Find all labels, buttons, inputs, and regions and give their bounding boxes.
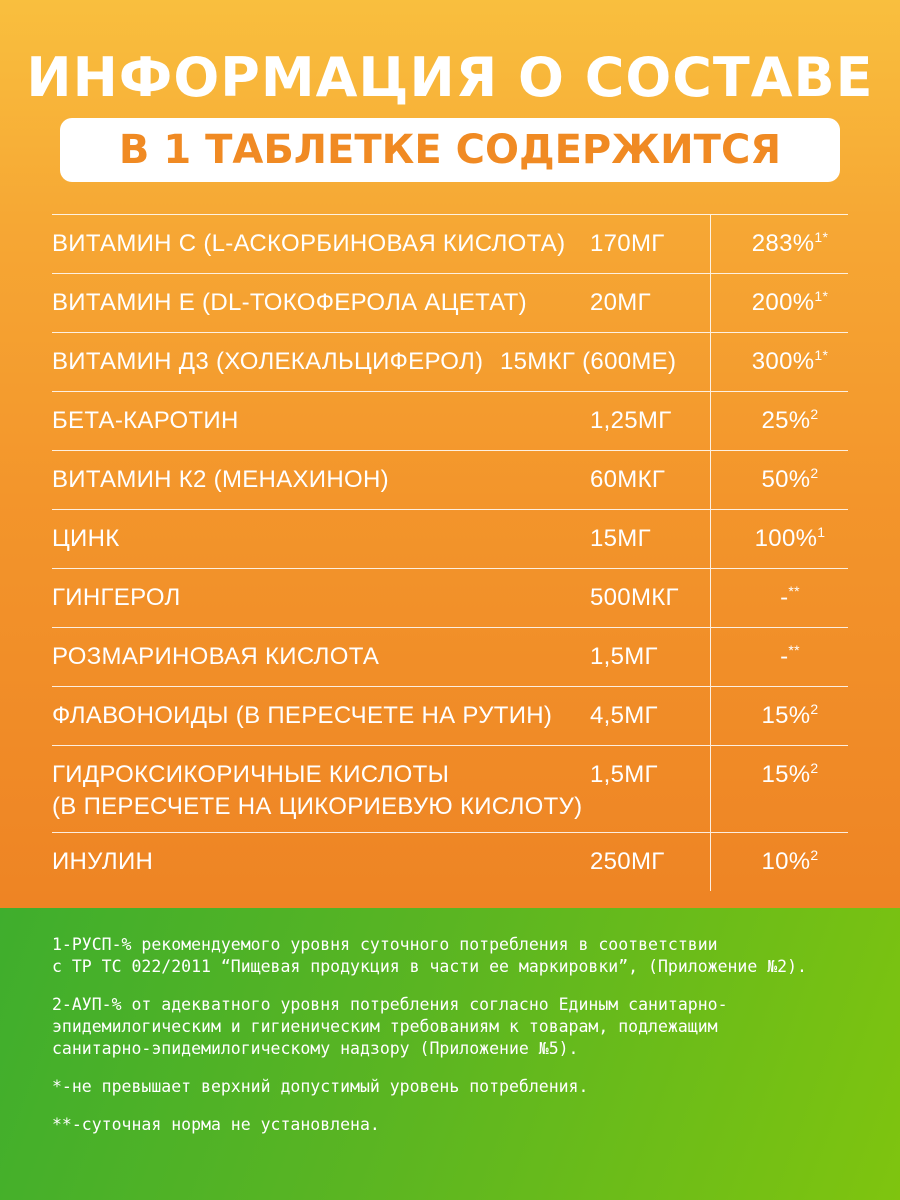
ingredient-name-line-1: ГИДРОКСИКОРИЧНЫЕ КИСЛОТЫ	[52, 761, 450, 788]
percent-value: -	[780, 584, 789, 611]
column-divider	[710, 833, 711, 891]
ingredient-percent	[732, 287, 848, 319]
ingredient-name: БЕТА-КАРОТИН	[52, 407, 239, 434]
footnote-mark: 1*	[814, 229, 829, 245]
footnote-2: 2-АУП-% от адекватного уровня потребления согласно Единым санитарно- эпидемилогическим и гигиеническим требованиям к товарам, подлежащим санитарно-эпидемилогическому надзору (Приложение №5).	[52, 995, 728, 1058]
ingredient-amount: 1,25МГ	[590, 407, 672, 434]
column-divider	[710, 274, 711, 332]
ingredient-name	[52, 759, 582, 823]
footnote-double-star: **-суточная норма не установлена.	[52, 1115, 380, 1134]
ingredient-name-line-2: (В ПЕРЕСЧЕТЕ НА ЦИКОРИЕВУЮ КИСЛОТУ)	[52, 793, 583, 820]
subtitle-text: В 1 ТАБЛЕТКЕ СОДЕРЖИТСЯ	[118, 127, 782, 173]
ingredient-name: РОЗМАРИНОВАЯ КИСЛОТА	[52, 643, 380, 670]
ingredient-percent	[732, 582, 848, 614]
footnotes	[52, 934, 852, 1152]
table-row	[52, 569, 848, 628]
percent-value: 50%	[761, 466, 811, 493]
percent-value: 300%	[751, 348, 815, 375]
ingredient-amount: 15МКГ (600МЕ)	[500, 348, 677, 375]
table-row	[52, 510, 848, 569]
column-divider	[710, 746, 711, 832]
footnote-mark: 1*	[814, 347, 829, 363]
ingredient-percent	[732, 641, 848, 673]
table-row	[52, 274, 848, 333]
ingredient-percent	[732, 700, 848, 732]
ingredient-name: ВИТАМИН Е (DL-ТОКОФЕРОЛА АЦЕТАТ)	[52, 289, 527, 316]
percent-value: 15%	[761, 702, 811, 729]
ingredient-percent	[732, 405, 848, 437]
column-divider	[710, 510, 711, 568]
table-row	[52, 628, 848, 687]
ingredient-amount: 15МГ	[590, 525, 651, 552]
column-divider	[710, 569, 711, 627]
ingredient-name: ГИНГЕРОЛ	[52, 584, 181, 611]
composition-table	[52, 214, 848, 891]
page-title: ИНФОРМАЦИЯ О СОСТАВЕ	[26, 46, 874, 109]
column-divider	[710, 215, 711, 273]
table-row	[52, 746, 848, 833]
footnote-mark: 2	[810, 406, 819, 422]
percent-value: 283%	[751, 230, 815, 257]
ingredient-name: ВИТАМИН К2 (МЕНАХИНОН)	[52, 466, 389, 493]
ingredient-percent	[732, 846, 848, 878]
percent-value: -	[780, 643, 789, 670]
footnote-mark: 2	[810, 465, 819, 481]
ingredient-amount: 250МГ	[590, 848, 665, 875]
column-divider	[710, 451, 711, 509]
table-row	[52, 333, 848, 392]
column-divider	[710, 628, 711, 686]
ingredient-amount: 1,5МГ	[590, 761, 658, 788]
footnote-mark: **	[788, 583, 800, 599]
ingredient-percent	[732, 523, 848, 555]
ingredient-name: ЦИНК	[52, 525, 120, 552]
table-row	[52, 392, 848, 451]
percent-value: 200%	[751, 289, 815, 316]
ingredient-amount: 4,5МГ	[590, 702, 658, 729]
footnote-mark: 1	[817, 524, 826, 540]
subtitle-banner	[60, 118, 840, 182]
ingredient-name: ФЛАВОНОИДЫ (В ПЕРЕСЧЕТЕ НА РУТИН)	[52, 702, 553, 729]
ingredient-amount: 500МКГ	[590, 584, 679, 611]
ingredient-name: ВИТАМИН С (L-АСКОРБИНОВАЯ КИСЛОТА)	[52, 230, 566, 257]
percent-value: 15%	[761, 761, 811, 788]
footnote-mark: 2	[810, 760, 819, 776]
ingredient-percent	[732, 759, 848, 791]
footnote-mark: **	[788, 642, 800, 658]
footnote-mark: 2	[810, 701, 819, 717]
footnote-star: *-не превышает верхний допустимый уровень потребления.	[52, 1077, 589, 1096]
ingredient-percent	[732, 346, 848, 378]
ingredient-name: ВИТАМИН Д3 (ХОЛЕКАЛЬЦИФЕРОЛ)	[52, 348, 484, 375]
footnote-mark: 2	[810, 847, 819, 863]
column-divider	[710, 392, 711, 450]
column-divider	[710, 687, 711, 745]
table-row	[52, 833, 848, 891]
ingredient-amount: 20МГ	[590, 289, 651, 316]
ingredient-percent	[732, 228, 848, 260]
table-row	[52, 451, 848, 510]
ingredient-amount: 1,5МГ	[590, 643, 658, 670]
percent-value: 25%	[761, 407, 811, 434]
ingredient-amount: 60МКГ	[590, 466, 666, 493]
ingredient-percent	[732, 464, 848, 496]
table-row	[52, 214, 848, 274]
table-row	[52, 687, 848, 746]
footnote-1: 1-РУСП-% рекомендуемого уровня суточного потребления в соответствии с ТР ТС 022/2011 “Пищевая продукция в части ее маркировки”, (Приложение №2).	[52, 935, 807, 976]
footnote-mark: 1*	[814, 288, 829, 304]
percent-value: 10%	[761, 848, 811, 875]
column-divider	[710, 333, 711, 391]
ingredient-name: ИНУЛИН	[52, 848, 154, 875]
percent-value: 100%	[754, 525, 818, 552]
ingredient-amount: 170МГ	[590, 230, 665, 257]
